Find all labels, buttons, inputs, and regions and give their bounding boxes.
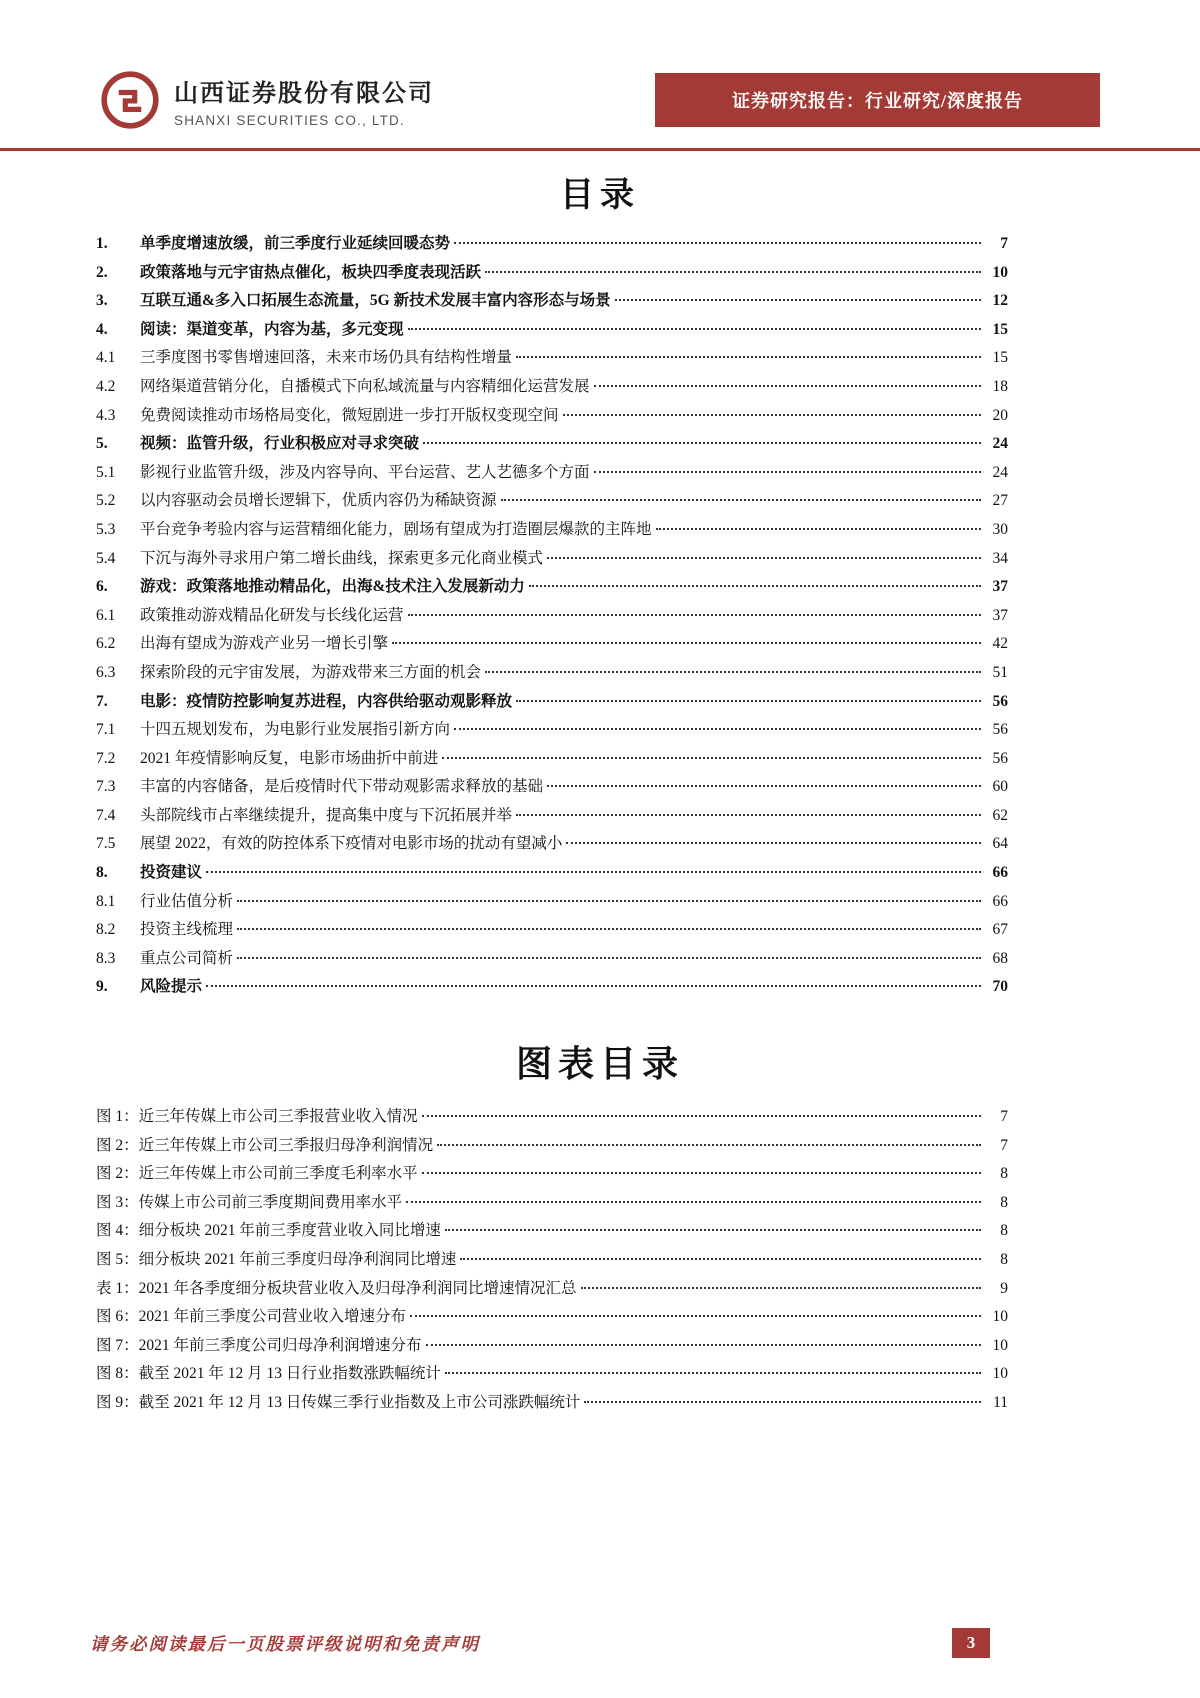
toc-item-number: 5.1 (96, 463, 116, 481)
toc-item-number: 4.1 (96, 349, 116, 367)
toc-item-number: 8.3 (96, 949, 116, 967)
toc-item-page: 68 (992, 949, 1008, 967)
toc-item[interactable] (96, 716, 1008, 745)
figure-item[interactable] (96, 1389, 1008, 1418)
toc-leader-dots (615, 299, 981, 301)
toc-item-number: 4. (96, 320, 108, 338)
toc-item[interactable] (96, 545, 1008, 574)
figure-item-label: 图 3：传媒上市公司前三季度期间费用率水平 (96, 1193, 403, 1211)
toc-item-label: 下沉与海外寻求用户第二增长曲线，探索更多元化商业模式 (140, 549, 544, 567)
toc-item[interactable] (96, 487, 1008, 516)
toc-item-label: 投资主线梳理 (140, 921, 234, 939)
toc-item-label: 平台竞争考验内容与运营精细化能力，剧场有望成为打造圈层爆款的主阵地 (140, 520, 652, 538)
figure-item[interactable] (96, 1103, 1008, 1132)
toc-item[interactable] (96, 516, 1008, 545)
figure-item-page: 8 (1000, 1251, 1008, 1268)
toc-leader-dots (423, 442, 981, 444)
toc-item-number: 6.3 (96, 663, 116, 681)
page-number-badge: 3 (952, 1628, 990, 1658)
figure-item-page: 9 (1000, 1279, 1008, 1297)
figures-title: 图表目录 (515, 1044, 684, 1085)
toc-item-page: 56 (992, 692, 1008, 710)
header-divider (0, 148, 1200, 151)
toc-item[interactable] (96, 316, 1008, 345)
toc-leader-dots (206, 985, 981, 987)
toc-item-page: 60 (992, 778, 1008, 796)
toc-item-label: 政策落地与元宇宙热点催化，板块四季度表现活跃 (140, 263, 482, 281)
toc-item-number: 7.1 (96, 721, 116, 739)
figure-leader-dots (445, 1372, 981, 1374)
toc-item-number: 5.2 (96, 492, 116, 510)
figure-item-page: 8 (1000, 1222, 1008, 1240)
toc-item[interactable] (96, 830, 1008, 859)
figure-item[interactable] (96, 1160, 1008, 1189)
figure-leader-dots (584, 1401, 981, 1403)
figure-item-page: 8 (1000, 1193, 1008, 1211)
figure-item[interactable] (96, 1132, 1008, 1161)
toc-list (96, 230, 1008, 1002)
toc-item-label: 互联互通&多入口拓展生态流量，5G 新技术发展丰富内容形态与场景 (140, 292, 611, 310)
toc-item-page: 30 (992, 520, 1008, 538)
figure-leader-dots (422, 1172, 981, 1174)
figure-item-label: 图 5：细分板块 2021 年前三季度归母净利润同比增速 (96, 1251, 457, 1268)
toc-item-number: 8. (96, 864, 108, 882)
toc-item-number: 6. (96, 578, 108, 596)
toc-item[interactable] (96, 373, 1008, 402)
toc-item-number: 8.1 (96, 892, 116, 910)
figure-leader-dots (410, 1315, 981, 1317)
figure-item[interactable] (96, 1246, 1008, 1275)
toc-item-number: 7.4 (96, 806, 116, 824)
toc-item-label: 头部院线市占率继续提升，提高集中度与下沉拓展并举 (140, 806, 513, 824)
figure-item-page: 7 (1000, 1108, 1008, 1126)
toc-item-label: 政策推动游戏精品化研发与长线化运营 (140, 606, 404, 624)
toc-item-label: 行业估值分析 (140, 892, 234, 910)
toc-leader-dots (408, 328, 981, 330)
toc-leader-dots (516, 814, 981, 816)
toc-item-number: 3. (96, 292, 108, 310)
toc-item-page: 15 (992, 320, 1008, 338)
toc-item-number: 4.3 (96, 406, 116, 424)
toc-item[interactable] (96, 402, 1008, 431)
company-name-cn: 山西证券股份有限公司 (174, 80, 434, 107)
toc-item-label: 丰富的内容储备，是后疫情时代下带动观影需求释放的基础 (140, 778, 544, 796)
figure-leader-dots (422, 1115, 981, 1117)
figure-item-label: 图 6：2021 年前三季度公司营业收入增速分布 (96, 1308, 407, 1326)
toc-item-page: 20 (992, 406, 1008, 424)
toc-item[interactable] (96, 916, 1008, 945)
toc-item-page: 34 (992, 549, 1008, 567)
toc-item-number: 7.3 (96, 778, 116, 796)
toc-item[interactable] (96, 602, 1008, 631)
footer-disclaimer: 请务必阅读最后一页股票评级说明和免责声明 (90, 1633, 480, 1654)
toc-item-page: 12 (992, 292, 1008, 310)
toc-item-number: 6.2 (96, 635, 116, 653)
toc-item-label: 影视行业监管升级，涉及内容导向、平台运营、艺人艺德多个方面 (140, 463, 590, 481)
figure-leader-dots (581, 1287, 981, 1289)
toc-item-page: 64 (992, 835, 1008, 853)
toc-leader-dots (547, 557, 981, 559)
figure-item[interactable] (96, 1360, 1008, 1389)
toc-leader-dots (594, 471, 981, 473)
toc-item-page: 56 (992, 721, 1008, 739)
toc-item[interactable] (96, 344, 1008, 373)
toc-item-page: 24 (992, 435, 1008, 453)
toc-item-label: 2021 年疫情影响反复，电影市场曲折中前进 (140, 749, 439, 767)
toc-leader-dots (485, 671, 981, 673)
toc-leader-dots (206, 871, 981, 873)
toc-item[interactable] (96, 259, 1008, 288)
figure-item[interactable] (96, 1217, 1008, 1246)
figure-item-label: 图 1：近三年传媒上市公司三季报营业收入情况 (96, 1108, 418, 1126)
toc-item-label: 游戏：政策落地推动精品化，出海&技术注入发展新动力 (140, 578, 525, 596)
toc-item-number: 5.3 (96, 520, 116, 538)
toc-item-label: 出海有望成为游戏产业另一增长引擎 (140, 635, 389, 653)
toc-item[interactable] (96, 745, 1008, 774)
toc-item-page: 27 (992, 492, 1008, 510)
toc-item-number: 7.2 (96, 749, 116, 767)
toc-leader-dots (442, 757, 981, 759)
toc-item-label: 以内容驱动会员增长逻辑下，优质内容仍为稀缺资源 (140, 492, 497, 510)
figure-item-page: 10 (992, 1365, 1008, 1383)
figure-leader-dots (406, 1201, 981, 1203)
figure-leader-dots (426, 1344, 981, 1346)
figure-item-page: 7 (1000, 1136, 1008, 1154)
toc-item[interactable] (96, 630, 1008, 659)
figure-item-label: 图 2：近三年传媒上市公司前三季度毛利率水平 (96, 1165, 418, 1183)
toc-item[interactable] (96, 773, 1008, 802)
toc-item-number: 5.4 (96, 549, 116, 567)
figure-item[interactable] (96, 1189, 1008, 1218)
company-logo-icon (100, 70, 160, 130)
toc-item-page: 67 (992, 921, 1008, 939)
toc-leader-dots (566, 842, 981, 844)
toc-item-number: 6.1 (96, 606, 116, 624)
toc-item-page: 66 (992, 864, 1008, 882)
toc-leader-dots (501, 499, 981, 501)
toc-leader-dots (656, 528, 981, 530)
toc-item[interactable] (96, 688, 1008, 717)
toc-item-label: 单季度增速放缓，前三季度行业延续回暖态势 (140, 235, 451, 252)
toc-leader-dots (529, 585, 981, 587)
toc-title: 目录 (560, 177, 640, 214)
toc-leader-dots (594, 385, 981, 387)
toc-leader-dots (237, 928, 981, 930)
figure-leader-dots (445, 1229, 981, 1231)
toc-item[interactable] (96, 945, 1008, 974)
toc-item-page: 37 (992, 578, 1008, 596)
toc-leader-dots (516, 700, 981, 702)
toc-item-label: 免费阅读推动市场格局变化，微短剧进一步打开版权变现空间 (140, 406, 559, 424)
figure-item[interactable] (96, 1303, 1008, 1332)
toc-item[interactable] (96, 459, 1008, 488)
toc-item-page: 24 (992, 463, 1008, 481)
figure-item-label: 图 2：近三年传媒上市公司三季报归母净利润情况 (96, 1136, 434, 1154)
toc-leader-dots (408, 614, 981, 616)
toc-item-page: 18 (992, 377, 1008, 395)
toc-leader-dots (454, 728, 981, 730)
toc-item-page: 51 (992, 663, 1008, 681)
toc-item-page: 66 (992, 892, 1008, 910)
toc-item-page: 37 (992, 606, 1008, 624)
figure-item-page: 10 (992, 1336, 1008, 1354)
figures-list (96, 1103, 1008, 1418)
toc-item[interactable] (96, 430, 1008, 459)
toc-item-page: 15 (992, 349, 1008, 367)
figure-leader-dots (460, 1258, 981, 1260)
figure-leader-dots (437, 1144, 981, 1146)
figure-item-label: 图 7：2021 年前三季度公司归母净利润增速分布 (96, 1336, 422, 1354)
brand-text (174, 73, 434, 128)
toc-item-label: 网络渠道营销分化，自播模式下向私域流量与内容精细化运营发展 (140, 377, 590, 395)
toc-item[interactable] (96, 573, 1008, 602)
toc-item-number: 1. (96, 235, 108, 252)
toc-item-label: 重点公司简析 (140, 949, 234, 967)
toc-item-page: 70 (992, 978, 1008, 996)
toc-item-page: 10 (992, 263, 1008, 281)
toc-item-label: 电影：疫情防控影响复苏进程，内容供给驱动观影释放 (140, 692, 513, 710)
figure-item-page: 10 (992, 1308, 1008, 1326)
toc-item-label: 探索阶段的元宇宙发展，为游戏带来三方面的机会 (140, 663, 482, 681)
toc-leader-dots (237, 957, 981, 959)
toc-leader-dots (454, 242, 981, 244)
toc-leader-dots (392, 642, 981, 644)
toc-item-label: 展望 2022，有效的防控体系下疫情对电影市场的扰动有望减小 (140, 835, 563, 853)
toc-leader-dots (563, 414, 981, 416)
figure-item[interactable] (96, 1275, 1008, 1304)
toc-item-number: 7.5 (96, 835, 116, 853)
page-header (0, 0, 1200, 130)
toc-item-page: 42 (992, 635, 1008, 653)
toc-item[interactable] (96, 888, 1008, 917)
toc-item-number: 4.2 (96, 377, 116, 395)
toc-item-number: 5. (96, 435, 108, 453)
toc-item-label: 阅读：渠道变革，内容为基，多元变现 (140, 320, 404, 338)
toc-item-page: 56 (992, 749, 1008, 767)
brand (100, 70, 434, 130)
toc-leader-dots (485, 271, 981, 273)
figure-item-label: 图 4：细分板块 2021 年前三季度营业收入同比增速 (96, 1222, 441, 1240)
toc-item-label: 风险提示 (140, 978, 203, 996)
toc-leader-dots (547, 785, 981, 787)
toc-leader-dots (237, 900, 981, 902)
company-name-en: SHANXI SECURITIES CO., LTD. (174, 112, 405, 128)
toc-item-number: 8.2 (96, 921, 116, 939)
toc-item-number: 2. (96, 263, 108, 281)
toc-item-page: 62 (992, 806, 1008, 824)
figure-item-page: 11 (993, 1393, 1008, 1411)
toc-item-number: 9. (96, 978, 108, 996)
toc-item[interactable] (96, 659, 1008, 688)
page-footer (90, 1628, 990, 1658)
toc-item-label: 十四五规划发布，为电影行业发展指引新方向 (140, 721, 451, 739)
toc-item[interactable] (96, 859, 1008, 888)
toc-item-label: 三季度图书零售增速回落，未来市场仍具有结构性增量 (140, 349, 513, 367)
toc-item[interactable] (96, 973, 1008, 1002)
figure-item-label: 表 1：2021 年各季度细分板块营业收入及归母净利润同比增速情况汇总 (96, 1279, 577, 1297)
toc-item[interactable] (96, 287, 1008, 316)
figure-item[interactable] (96, 1332, 1008, 1361)
toc-item[interactable] (96, 802, 1008, 831)
figure-item-label: 图 8：截至 2021 年 12 月 13 日行业指数涨跌幅统计 (96, 1365, 441, 1383)
figure-item-page: 8 (1000, 1165, 1008, 1183)
figure-item-label: 图 9：截至 2021 年 12 月 13 日传媒三季行业指数及上市公司涨跌幅统计 (96, 1393, 581, 1411)
toc-item-page: 7 (1000, 235, 1008, 252)
toc-leader-dots (516, 356, 981, 358)
report-type-banner: 证券研究报告：行业研究/深度报告 (655, 73, 1100, 127)
toc-item-label: 投资建议 (140, 864, 203, 882)
toc-item-number: 7. (96, 692, 108, 710)
toc-item[interactable] (96, 230, 1008, 259)
toc-item-label: 视频：监管升级，行业积极应对寻求突破 (140, 435, 420, 453)
